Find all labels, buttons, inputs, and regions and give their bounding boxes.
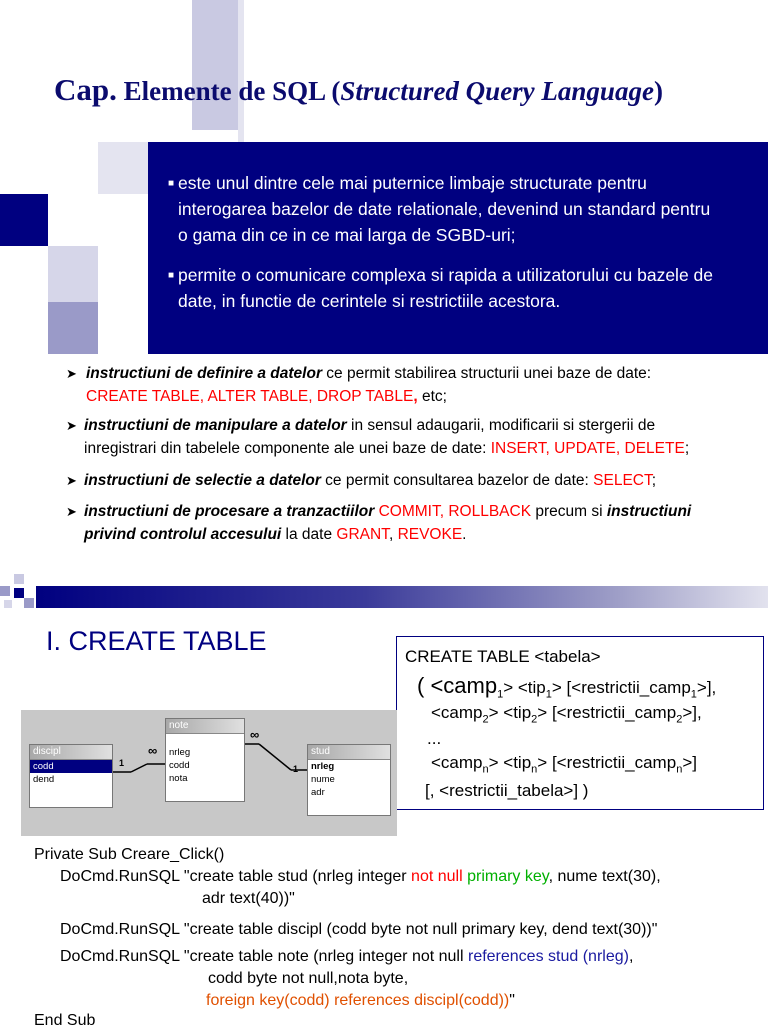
- table-note[interactable]: [165, 718, 245, 802]
- syntax-part: > <tip: [488, 703, 532, 722]
- item-text: la date: [281, 526, 337, 543]
- syntax-line: [, <restrictii_tabela>] ): [425, 781, 589, 800]
- cardinality-one: 1: [119, 758, 125, 768]
- syntax-part: >],: [682, 703, 702, 722]
- table-field: codd: [169, 760, 190, 771]
- table-field: dend: [33, 774, 55, 785]
- title-cap: Cap.: [54, 72, 117, 107]
- cardinality-many: ∞: [250, 727, 260, 742]
- syntax-sub: 2: [676, 713, 683, 726]
- syntax-part: ( <camp: [417, 673, 498, 698]
- item-end: .: [462, 526, 467, 543]
- syntax-sub: 1: [545, 688, 552, 701]
- syntax-sub: n: [482, 763, 489, 776]
- syntax-part: >]: [682, 753, 697, 772]
- syntax-part: >],: [696, 678, 717, 697]
- code-keyword: references stud (nrleg): [467, 948, 629, 965]
- page-title: [54, 72, 663, 108]
- code-part: ,: [628, 948, 634, 965]
- title-close: ): [653, 76, 663, 106]
- code-part: , nume text(30),: [548, 868, 661, 885]
- syntax-sub: 1: [690, 688, 697, 701]
- code-line: Private Sub Creare_Click(): [34, 846, 225, 863]
- item-text: in sensul adaugarii, modificarii si stergerii de: [346, 417, 656, 434]
- table-field: nota: [169, 773, 188, 784]
- item-keywords: GRANT: [336, 526, 389, 543]
- item-bold: privind controlul accesului: [84, 526, 282, 543]
- create-table-syntax-box: [396, 636, 764, 810]
- item-bold: instructiuni de procesare a tranzactiilor: [84, 503, 375, 520]
- table-field: nrleg: [311, 761, 335, 772]
- code-line: codd byte not null,nota byte,: [208, 970, 409, 987]
- table-discipl[interactable]: [29, 744, 113, 808]
- item-keywords: CREATE TABLE, ALTER TABLE, DROP TABLE: [86, 388, 414, 405]
- syntax-sub: 2: [482, 713, 489, 726]
- item-text: ce permit stabilirea structurii unei baze de date:: [321, 365, 652, 382]
- item-text: precum si: [531, 503, 607, 520]
- item-keywords: REVOKE: [397, 526, 463, 543]
- table-stud[interactable]: [307, 744, 391, 816]
- code-part: ": [509, 992, 515, 1009]
- item-keywords: SELECT: [593, 472, 652, 489]
- syntax-line: [431, 753, 697, 775]
- syntax-part: <camp: [431, 753, 483, 772]
- code-line: [206, 992, 515, 1010]
- item-bold: instructiuni: [606, 503, 692, 520]
- table-field: codd: [30, 760, 112, 773]
- syntax-sub: n: [676, 763, 683, 776]
- bullet-icon: ■: [168, 270, 175, 281]
- item-end: ;: [651, 472, 657, 489]
- code-line: End Sub: [34, 1012, 96, 1029]
- band-line: o gama din ce in ce mai larga de SGBD-uri;: [178, 225, 516, 245]
- item-bold: instructiuni de selectie a datelor: [84, 472, 321, 489]
- relationship-diagram: [21, 710, 397, 836]
- syntax-part: > [<restrictii_camp: [537, 703, 677, 722]
- table-field: nume: [311, 774, 335, 785]
- syntax-sub: 2: [531, 713, 538, 726]
- code-part: DoCmd.RunSQL "create table stud (nrleg integer: [60, 868, 412, 885]
- band-line: interogarea bazelor de date relationale, devenind un standard pentru: [178, 199, 711, 219]
- item-text: inregistrari din tabelele componente ale unei baze de date:: [84, 440, 491, 457]
- code-keyword: not null: [411, 868, 463, 885]
- table-header: note: [166, 719, 244, 734]
- bullet-icon: ■: [168, 178, 175, 189]
- item-sep: ,: [388, 526, 398, 543]
- title-italic: Structured Query Language: [340, 76, 654, 106]
- syntax-line: CREATE TABLE <tabela>: [405, 647, 601, 666]
- table-field: adr: [311, 787, 325, 798]
- syntax-line: ...: [427, 729, 442, 748]
- band-line: date, in functie de cerintele si restrictiile acestora.: [178, 291, 561, 311]
- band-line: este unul dintre cele mai puternice limbaje structurate pentru: [178, 173, 647, 193]
- code-part: DoCmd.RunSQL "create table note (nrleg integer not null: [60, 948, 468, 965]
- title-main: Elemente de SQL (: [116, 76, 341, 106]
- item-end: ;: [684, 440, 690, 457]
- item-keywords: INSERT, UPDATE, DELETE: [490, 440, 685, 457]
- code-keyword: foreign key(codd) references discipl(codd)): [206, 992, 510, 1009]
- arrow-icon: ➤: [66, 366, 77, 381]
- syntax-line: [431, 703, 702, 725]
- table-header: stud: [308, 745, 390, 760]
- syntax-part: > <tip: [503, 678, 546, 697]
- table-header: discipl: [30, 745, 112, 760]
- item-bold: instructiuni de definire a datelor: [86, 365, 322, 382]
- syntax-part: > [<restrictii_camp: [537, 753, 677, 772]
- cardinality-one: 1: [293, 764, 299, 774]
- syntax-line: [417, 673, 716, 700]
- arrow-icon: ➤: [66, 504, 77, 519]
- item-end: etc;: [417, 388, 447, 405]
- code-line: adr text(40))": [202, 890, 295, 907]
- syntax-sub: n: [531, 763, 538, 776]
- syntax-sub: 1: [497, 688, 504, 701]
- arrow-icon: ➤: [66, 418, 77, 433]
- table-field: nrleg: [169, 747, 191, 758]
- item-sep: ,: [413, 388, 418, 405]
- syntax-part: <camp: [431, 703, 483, 722]
- code-line: [60, 868, 661, 886]
- code-line: DoCmd.RunSQL "create table discipl (codd byte not null primary key, dend text(30))": [60, 921, 658, 938]
- arrow-icon: ➤: [66, 473, 77, 488]
- syntax-part: > <tip: [488, 753, 532, 772]
- band-bullet-2: [178, 262, 713, 314]
- code-keyword: primary key: [467, 868, 549, 885]
- item-keywords: COMMIT, ROLLBACK: [374, 503, 532, 520]
- code-line: [60, 948, 633, 966]
- syntax-part: > [<restrictii_camp: [551, 678, 691, 697]
- band-bullet-1: [178, 170, 710, 248]
- item-text: ce permit consultarea bazelor de date:: [320, 472, 594, 489]
- item-bold: instructiuni de manipulare a datelor: [84, 417, 347, 434]
- band-line: permite o comunicare complexa si rapida a utilizatorului cu bazele de: [178, 265, 713, 285]
- section-title: I. CREATE TABLE: [46, 626, 267, 656]
- cardinality-many: ∞: [148, 743, 158, 758]
